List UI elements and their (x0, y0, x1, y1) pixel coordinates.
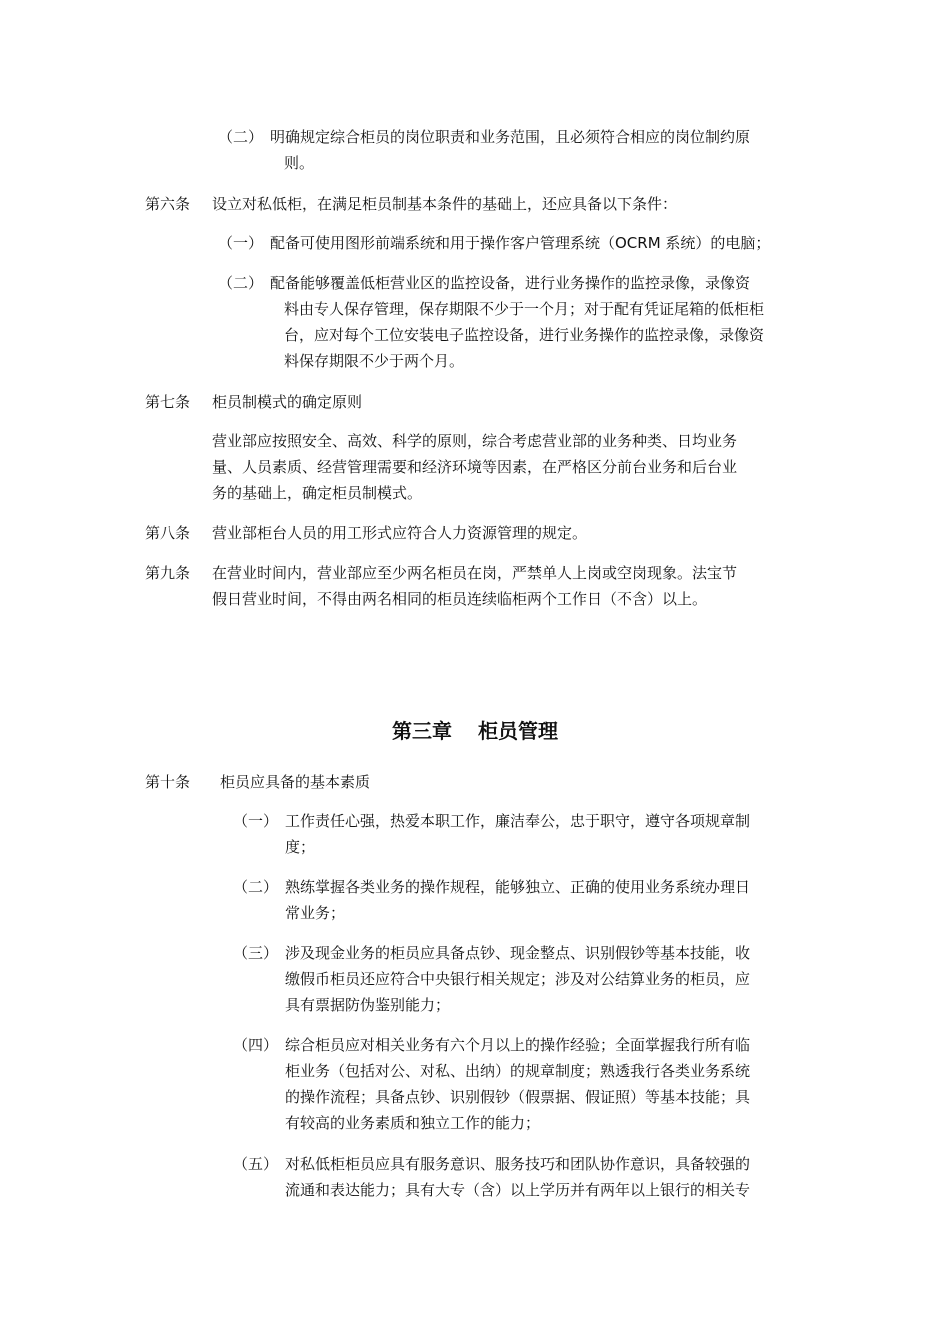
list-marker: （一） (218, 234, 264, 252)
list-marker: （三） (233, 944, 279, 962)
article-label: 第九条 (145, 564, 191, 582)
paragraph-line: 度； (285, 838, 316, 856)
article-text: 柜员制模式的确定原则 (212, 393, 363, 411)
paragraph-line: 熟练掌握各类业务的操作规程，能够独立、正确的使用业务系统办理日 (285, 878, 751, 896)
article-label: 第八条 (145, 524, 191, 542)
paragraph-line: 配备可使用图形前端系统和用于操作客户管理系统（OCRM 系统）的电脑； (270, 234, 771, 252)
list-marker: （五） (233, 1155, 279, 1173)
paragraph-line: 流通和表达能力；具有大专（含）以上学历并有两年以上银行的相关专 (285, 1181, 751, 1199)
list-marker: （二） (218, 128, 264, 146)
article-text: 设立对私低柜，在满足柜员制基本条件的基础上，还应具备以下条件： (212, 195, 678, 213)
article-label: 第七条 (145, 393, 191, 411)
list-marker: （四） (233, 1036, 279, 1054)
paragraph-line: 缴假币柜员还应符合中央银行相关规定；涉及对公结算业务的柜员，应 (285, 970, 751, 988)
list-marker: （一） (233, 812, 279, 830)
paragraph-line: 对私低柜柜员应具有服务意识、服务技巧和团队协作意识，具备较强的 (285, 1155, 751, 1173)
paragraph-line: 柜业务（包括对公、对私、出纳）的规章制度；熟透我行各类业务系统 (285, 1062, 751, 1080)
paragraph-line: 量、人员素质、经营管理需要和经济环境等因素，在严格区分前台业务和后台业 (212, 458, 738, 476)
article-text: 营业部柜台人员的用工形式应符合人力资源管理的规定。 (212, 524, 588, 542)
paragraph-line: 则。 (284, 154, 315, 172)
chapter-number: 第三章 (392, 719, 452, 743)
article-text: 柜员应具备的基本素质 (220, 773, 371, 791)
paragraph-line: 有较高的业务素质和独立工作的能力； (285, 1114, 541, 1132)
paragraph-line: 明确规定综合柜员的岗位职责和业务范围，且必须符合相应的岗位制约原 (270, 128, 751, 146)
paragraph-line: 综合柜员应对相关业务有六个月以上的操作经验；全面掌握我行所有临 (285, 1036, 751, 1054)
paragraph-line: 营业部应按照安全、高效、科学的原则，综合考虑营业部的业务种类、日均业务 (212, 432, 738, 450)
paragraph-line: 台，应对每个工位安装电子监控设备，进行业务操作的监控录像，录像资 (284, 326, 765, 344)
paragraph-line: 在营业时间内，营业部应至少两名柜员在岗，严禁单人上岗或空岗现象。法宝节 (212, 564, 738, 582)
list-marker: （二） (233, 878, 279, 896)
paragraph-line: 务的基础上，确定柜员制模式。 (212, 484, 423, 502)
list-marker: （二） (218, 274, 264, 292)
paragraph-line: 工作责任心强，热爱本职工作，廉洁奉公，忠于职守，遵守各项规章制 (285, 812, 751, 830)
paragraph-line: 料由专人保存管理，保存期限不少于一个月；对于配有凭证尾箱的低柜柜 (284, 300, 765, 318)
paragraph-line: 涉及现金业务的柜员应具备点钞、现金整点、识别假钞等基本技能，收 (285, 944, 751, 962)
chapter-title: 柜员管理 (478, 719, 558, 743)
paragraph-line: 的操作流程；具备点钞、识别假钞（假票据、假证照）等基本技能；具 (285, 1088, 751, 1106)
paragraph-line: 料保存期限不少于两个月。 (284, 352, 465, 370)
paragraph-line: 配备能够覆盖低柜营业区的监控设备，进行业务操作的监控录像，录像资 (270, 274, 751, 292)
article-label: 第十条 (145, 773, 191, 791)
paragraph-line: 假日营业时间，不得由两名相同的柜员连续临柜两个工作日（不含）以上。 (212, 590, 708, 608)
paragraph-line: 具有票据防伪鉴别能力； (285, 996, 451, 1014)
article-label: 第六条 (145, 195, 191, 213)
paragraph-line: 常业务； (285, 904, 346, 922)
chapter-heading (0, 716, 950, 746)
